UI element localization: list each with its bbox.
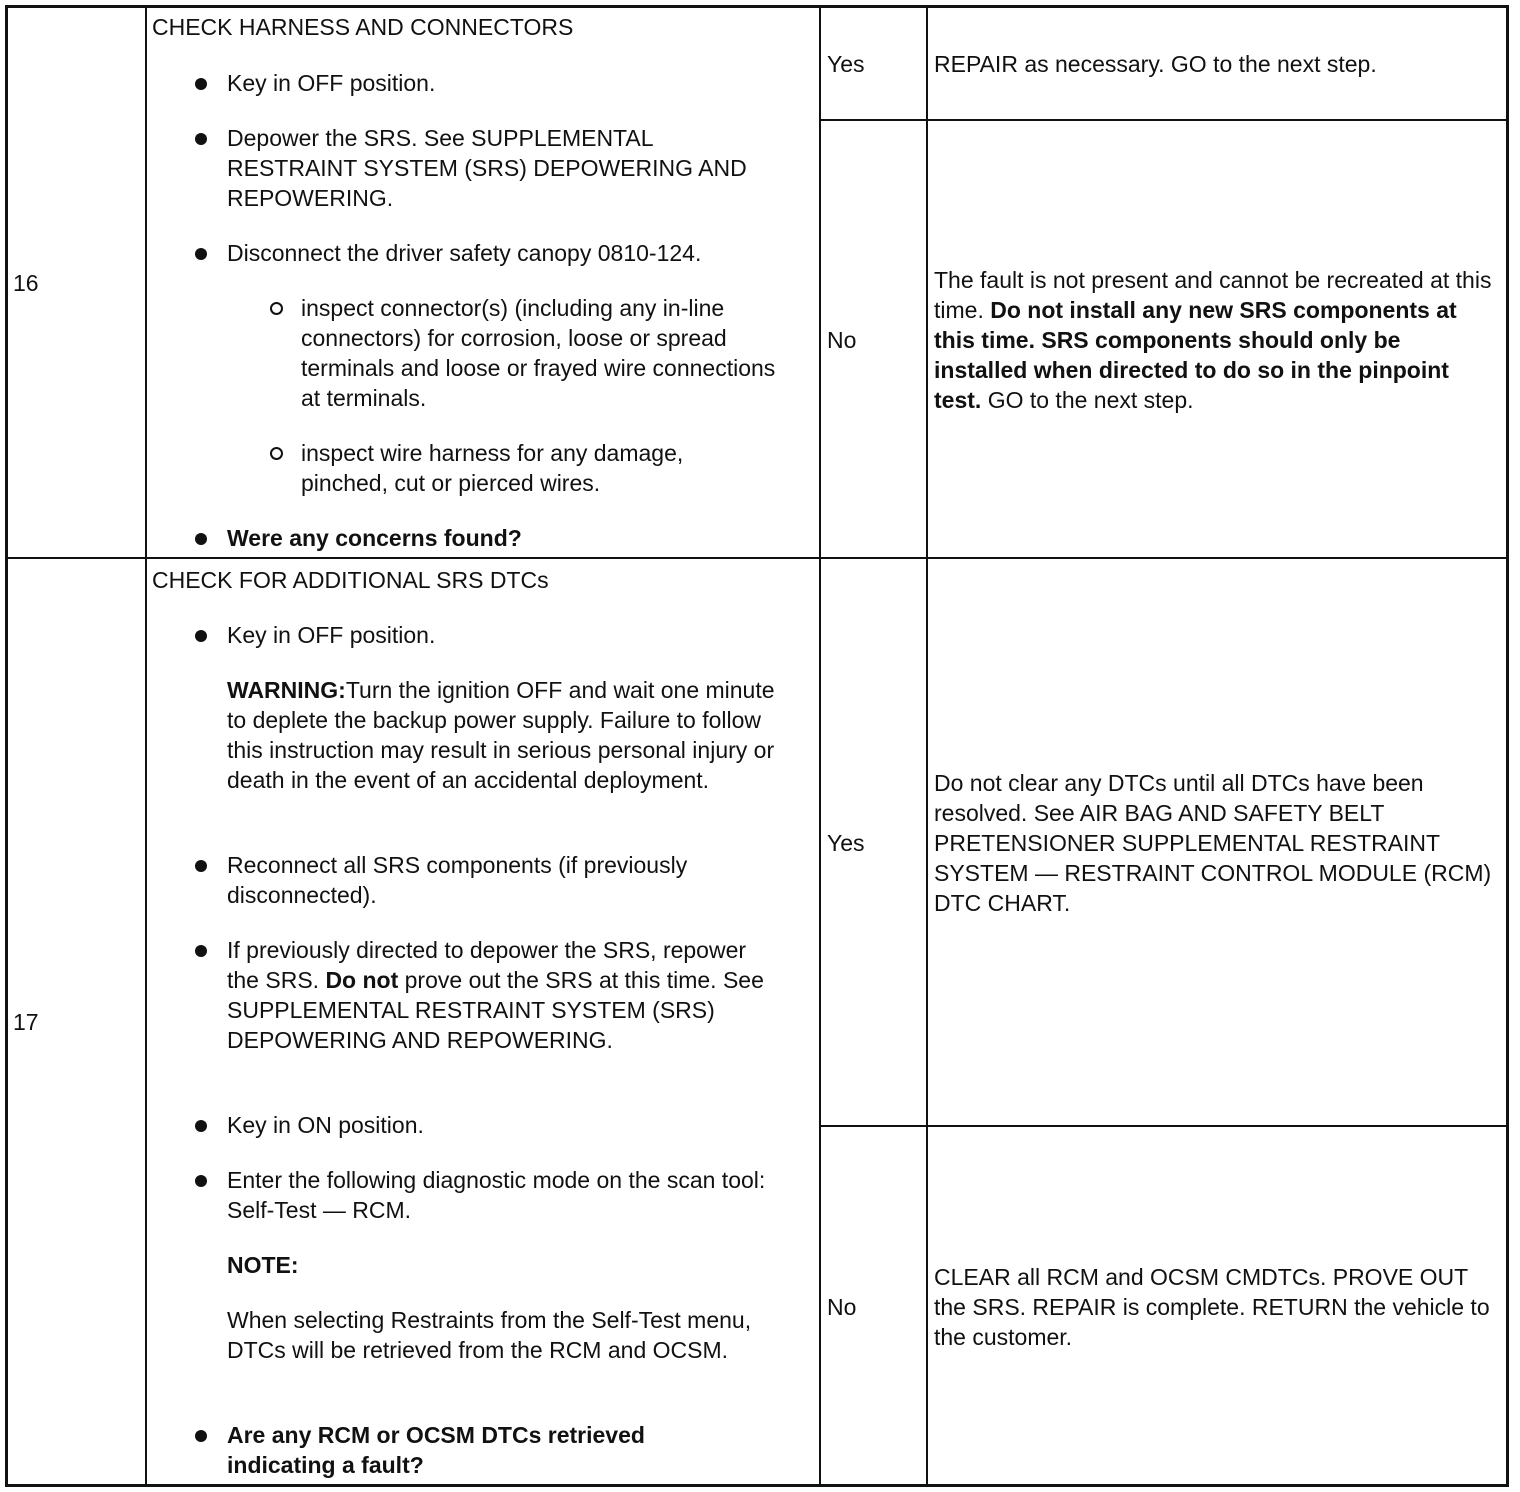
bullet-text: Reconnect all SRS components (if previously disconnected). [227,852,688,908]
step-title: CHECK FOR ADDITIONAL SRS DTCs [152,567,549,593]
grid-line [819,5,821,1487]
bullet-text: Key in OFF position. [227,622,436,648]
note-text: When selecting Restraints from the Self-Test menu, DTCs will be retrieved from the RCM and OCSM. [227,1307,752,1363]
no-label: No [827,327,857,353]
sub-bullet-icon [270,447,283,460]
note-label: NOTE: [227,1252,299,1278]
no-result: The fault is not present and cannot be recreated at this time. Do not install any new SRS components at this time. SRS components should only be installed when directed to do so in the pinpoint test. GO to the next step. [934,267,1492,413]
step-number: 17 [13,1009,39,1035]
bullet-icon [195,860,207,872]
sub-bullet-icon [270,302,283,315]
sub-bullet-text: inspect wire harness for any damage, pinched, cut or pierced wires. [301,440,684,496]
grid-line [145,5,147,1487]
bullet-text: Key in ON position. [227,1112,424,1138]
yes-label: Yes [827,830,865,856]
step-number: 16 [13,270,39,296]
yes-label: Yes [827,51,865,77]
grid-line [819,1125,1509,1127]
grid-line [819,119,1509,121]
bullet-text: If previously directed to depower the SRS, repower the SRS. Do not prove out the SRS at this time. See SUPPLEMENTAL RESTRAINT SYSTEM (SRS) DEPOWERING AND REPOWERING. [227,937,764,1053]
bullet-text: Depower the SRS. See SUPPLEMENTAL RESTRAINT SYSTEM (SRS) DEPOWERING AND REPOWERING. [227,125,747,211]
bullet-text: Key in OFF position. [227,70,436,96]
no-label: No [827,1294,857,1320]
bullet-icon [195,533,207,545]
bullet-icon [195,1120,207,1132]
yes-result: Do not clear any DTCs until all DTCs have been resolved. See AIR BAG AND SAFETY BELT PRETENSIONER SUPPLEMENTAL RESTRAINT SYSTEM — RESTRAINT CONTROL MODULE (RCM) DTC CHART. [934,770,1492,916]
bullet-text: Disconnect the driver safety canopy 0810-124. [227,240,702,266]
step-question: Were any concerns found? [227,525,522,551]
bullet-icon [195,248,207,260]
grid-line [5,557,1509,559]
bullet-icon [195,78,207,90]
grid-line [926,5,928,1487]
yes-result: REPAIR as necessary. GO to the next step. [934,51,1377,77]
bullet-icon [195,945,207,957]
bullet-icon [195,133,207,145]
warning-text: WARNING:Turn the ignition OFF and wait one minute to deplete the backup power supply. Failure to follow this instruction may result in serious personal injury or death in the event of an accidental deployment. [227,677,775,793]
bullet-icon [195,630,207,642]
bullet-icon [195,1175,207,1187]
no-result: CLEAR all RCM and OCSM CMDTCs. PROVE OUT the SRS. REPAIR is complete. RETURN the vehicle to the customer. [934,1264,1490,1350]
bullet-icon [195,1430,207,1442]
bullet-text: Enter the following diagnostic mode on the scan tool: Self-Test — RCM. [227,1167,766,1223]
step-title: CHECK HARNESS AND CONNECTORS [152,14,574,40]
sub-bullet-text: inspect connector(s) (including any in-line connectors) for corrosion, loose or spread terminals and loose or frayed wire connections at terminals. [301,295,776,411]
step-question: Are any RCM or OCSM DTCs retrieved indicating a fault? [227,1422,645,1478]
